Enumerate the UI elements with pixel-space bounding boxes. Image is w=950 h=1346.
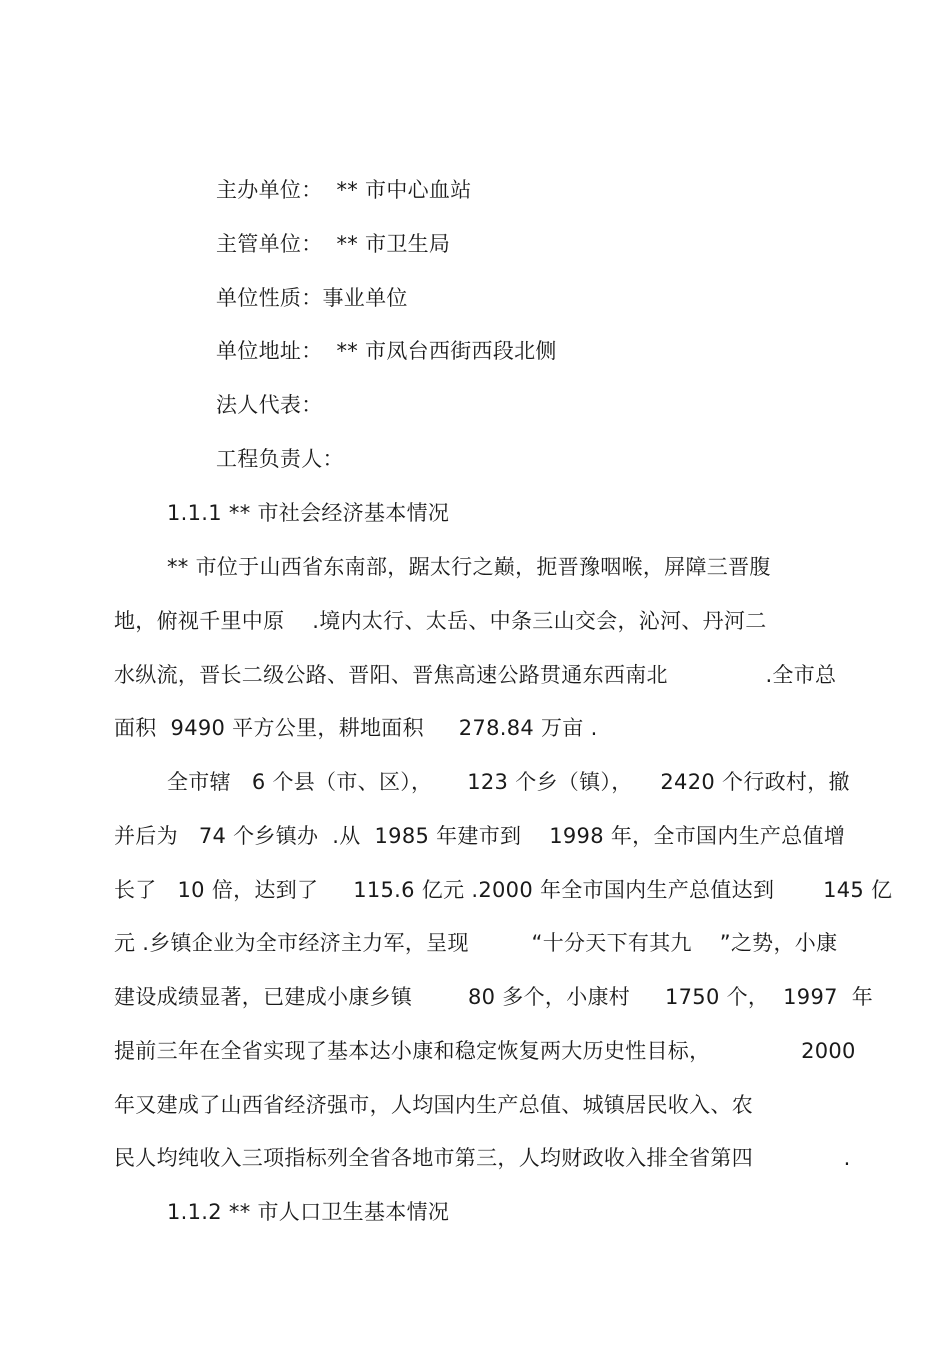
paragraph-line: 年又建成了山西省经济强市，人均国内生产总值、城镇居民收入、农: [114, 1093, 753, 1117]
info-address: 单位地址： ** 市凤台西街西段北侧: [216, 339, 557, 363]
info-project-lead: 工程负责人：: [216, 447, 344, 471]
info-nature: 单位性质：事业单位: [216, 286, 408, 310]
info-legal-rep: 法人代表：: [216, 393, 323, 417]
paragraph-line: 民人均纯收入三项指标列全省各地市第三，人均财政收入排全省第四 .: [114, 1146, 851, 1170]
paragraph-line: 长了 10 倍，达到了 115.6 亿元 .2000 年全市国内生产总值达到 145 亿: [114, 878, 893, 902]
section-heading-1-1-2: 1.1.2 ** 市人口卫生基本情况: [167, 1200, 450, 1224]
info-sponsor: 主办单位： ** 市中心血站: [216, 178, 472, 202]
paragraph-line: 元 .乡镇企业为全市经济主力军，呈现 “十分天下有其九 ”之势，小康: [114, 931, 838, 955]
paragraph-line: 建设成绩显著，已建成小康乡镇 80 多个，小康村 1750 个， 1997 年: [114, 985, 874, 1009]
section-heading-1-1-1: 1.1.1 ** 市社会经济基本情况: [167, 501, 450, 525]
paragraph-line: 地，俯视千里中原 .境内太行、太岳、中条三山交会，沁河、丹河二: [114, 609, 767, 633]
paragraph-line: 水纵流，晋长二级公路、晋阳、晋焦高速公路贯通东西南北 .全市总: [114, 663, 837, 687]
paragraph-line: 并后为 74 个乡镇办 .从 1985 年建市到 1998 年，全市国内生产总值增: [114, 824, 846, 848]
paragraph-line: ** 市位于山西省东南部，踞太行之巅，扼晋豫咽喉，屏障三晋腹: [167, 555, 771, 579]
paragraph-line: 全市辖 6 个县（市、区）， 123 个乡（镇）， 2420 个行政村，撤: [167, 770, 850, 794]
info-supervisor: 主管单位： ** 市卫生局: [216, 232, 451, 256]
paragraph-line: 提前三年在全省实现了基本达小康和稳定恢复两大历史性目标， 2000: [114, 1039, 856, 1063]
paragraph-line: 面积 9490 平方公里，耕地面积 278.84 万亩 .: [114, 716, 598, 740]
